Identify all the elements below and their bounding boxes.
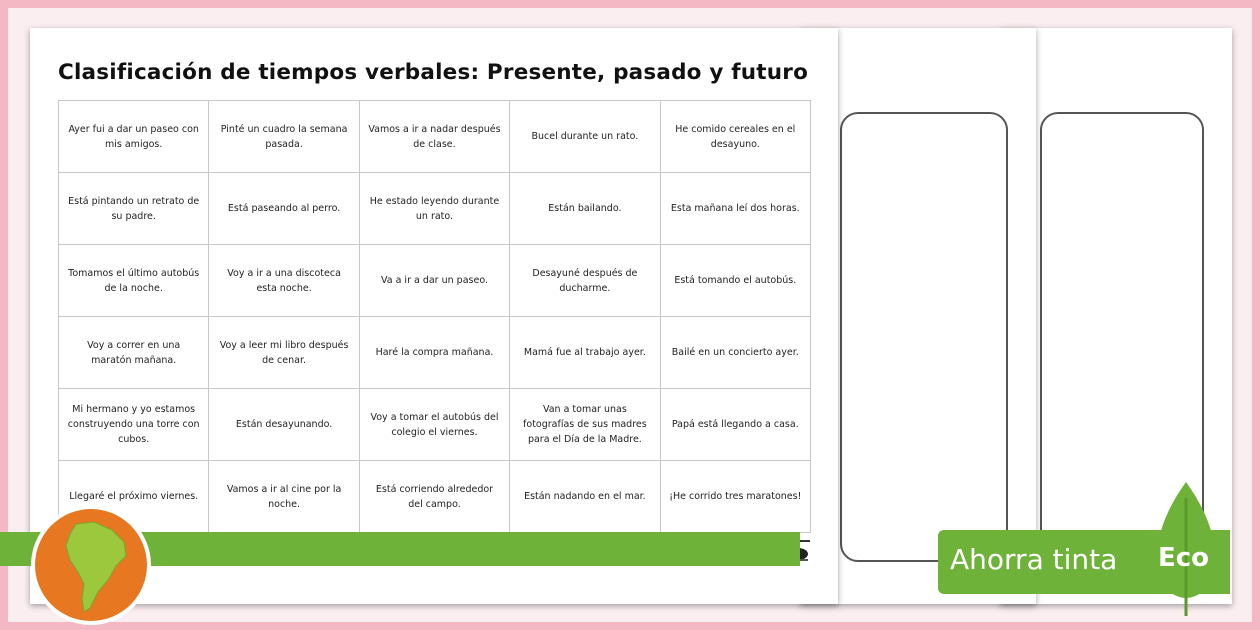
sentence-card: Vamos a ir al cine por la noche. xyxy=(209,461,359,533)
sentence-card: Bucel durante un rato. xyxy=(510,101,660,173)
sentence-card: Están bailando. xyxy=(510,173,660,245)
sentence-card: Desayuné después de ducharme. xyxy=(510,245,660,317)
sentence-card: Está tomando el autobús. xyxy=(661,245,811,317)
sentence-card: Voy a correr en una maratón mañana. xyxy=(59,317,209,389)
sentence-card: Voy a ir a una discoteca esta noche. xyxy=(209,245,359,317)
sentence-card-grid xyxy=(58,100,811,533)
sentence-card: Mamá fue al trabajo ayer. xyxy=(510,317,660,389)
sentence-card: ¡He corrido tres maratones! xyxy=(661,461,811,533)
sentence-card: Vamos a ir a nadar después de clase. xyxy=(360,101,510,173)
sentence-card: Está pintando un retrato de su padre. xyxy=(59,173,209,245)
sentence-card: Están nadando en el mar. xyxy=(510,461,660,533)
sentence-card: Voy a leer mi libro después de cenar. xyxy=(209,317,359,389)
sentence-card: Voy a tomar el autobús del colegio el viernes. xyxy=(360,389,510,461)
sentence-card: Está paseando al perro. xyxy=(209,173,359,245)
sentence-card: Van a tomar unas fotografías de sus madres para el Día de la Madre. xyxy=(510,389,660,461)
south-america-globe-icon xyxy=(28,502,154,628)
sentence-card: Papá está llegando a casa. xyxy=(661,389,811,461)
sentence-card: Bailé en un concierto ayer. xyxy=(661,317,811,389)
sentence-card: Llegaré el próximo viernes. xyxy=(59,461,209,533)
sentence-card: Está corriendo alrededor del campo. xyxy=(360,461,510,533)
sentence-card: Mi hermano y yo estamos construyendo una torre con cubos. xyxy=(59,389,209,461)
eco-leaf-label: Eco xyxy=(1158,543,1210,573)
sentence-card: Tomamos el último autobús de la noche. xyxy=(59,245,209,317)
sentence-card: Ayer fui a dar un paseo con mis amigos. xyxy=(59,101,209,173)
sentence-card: Pinté un cuadro la semana pasada. xyxy=(209,101,359,173)
worksheet-title: Clasificación de tiempos verbales: Presente, pasado y futuro xyxy=(58,60,809,85)
sentence-card: Esta mañana leí dos horas. xyxy=(661,173,811,245)
sentence-card: Están desayunando. xyxy=(209,389,359,461)
sentence-card: Va a ir a dar un paseo. xyxy=(360,245,510,317)
sentence-card: He comido cereales en el desayuno. xyxy=(661,101,811,173)
eco-badge-label: Ahorra tinta xyxy=(950,543,1118,576)
sentence-card: He estado leyendo durante un rato. xyxy=(360,173,510,245)
sentence-card: Haré la compra mañana. xyxy=(360,317,510,389)
page-2-rounded-box xyxy=(840,112,1008,562)
